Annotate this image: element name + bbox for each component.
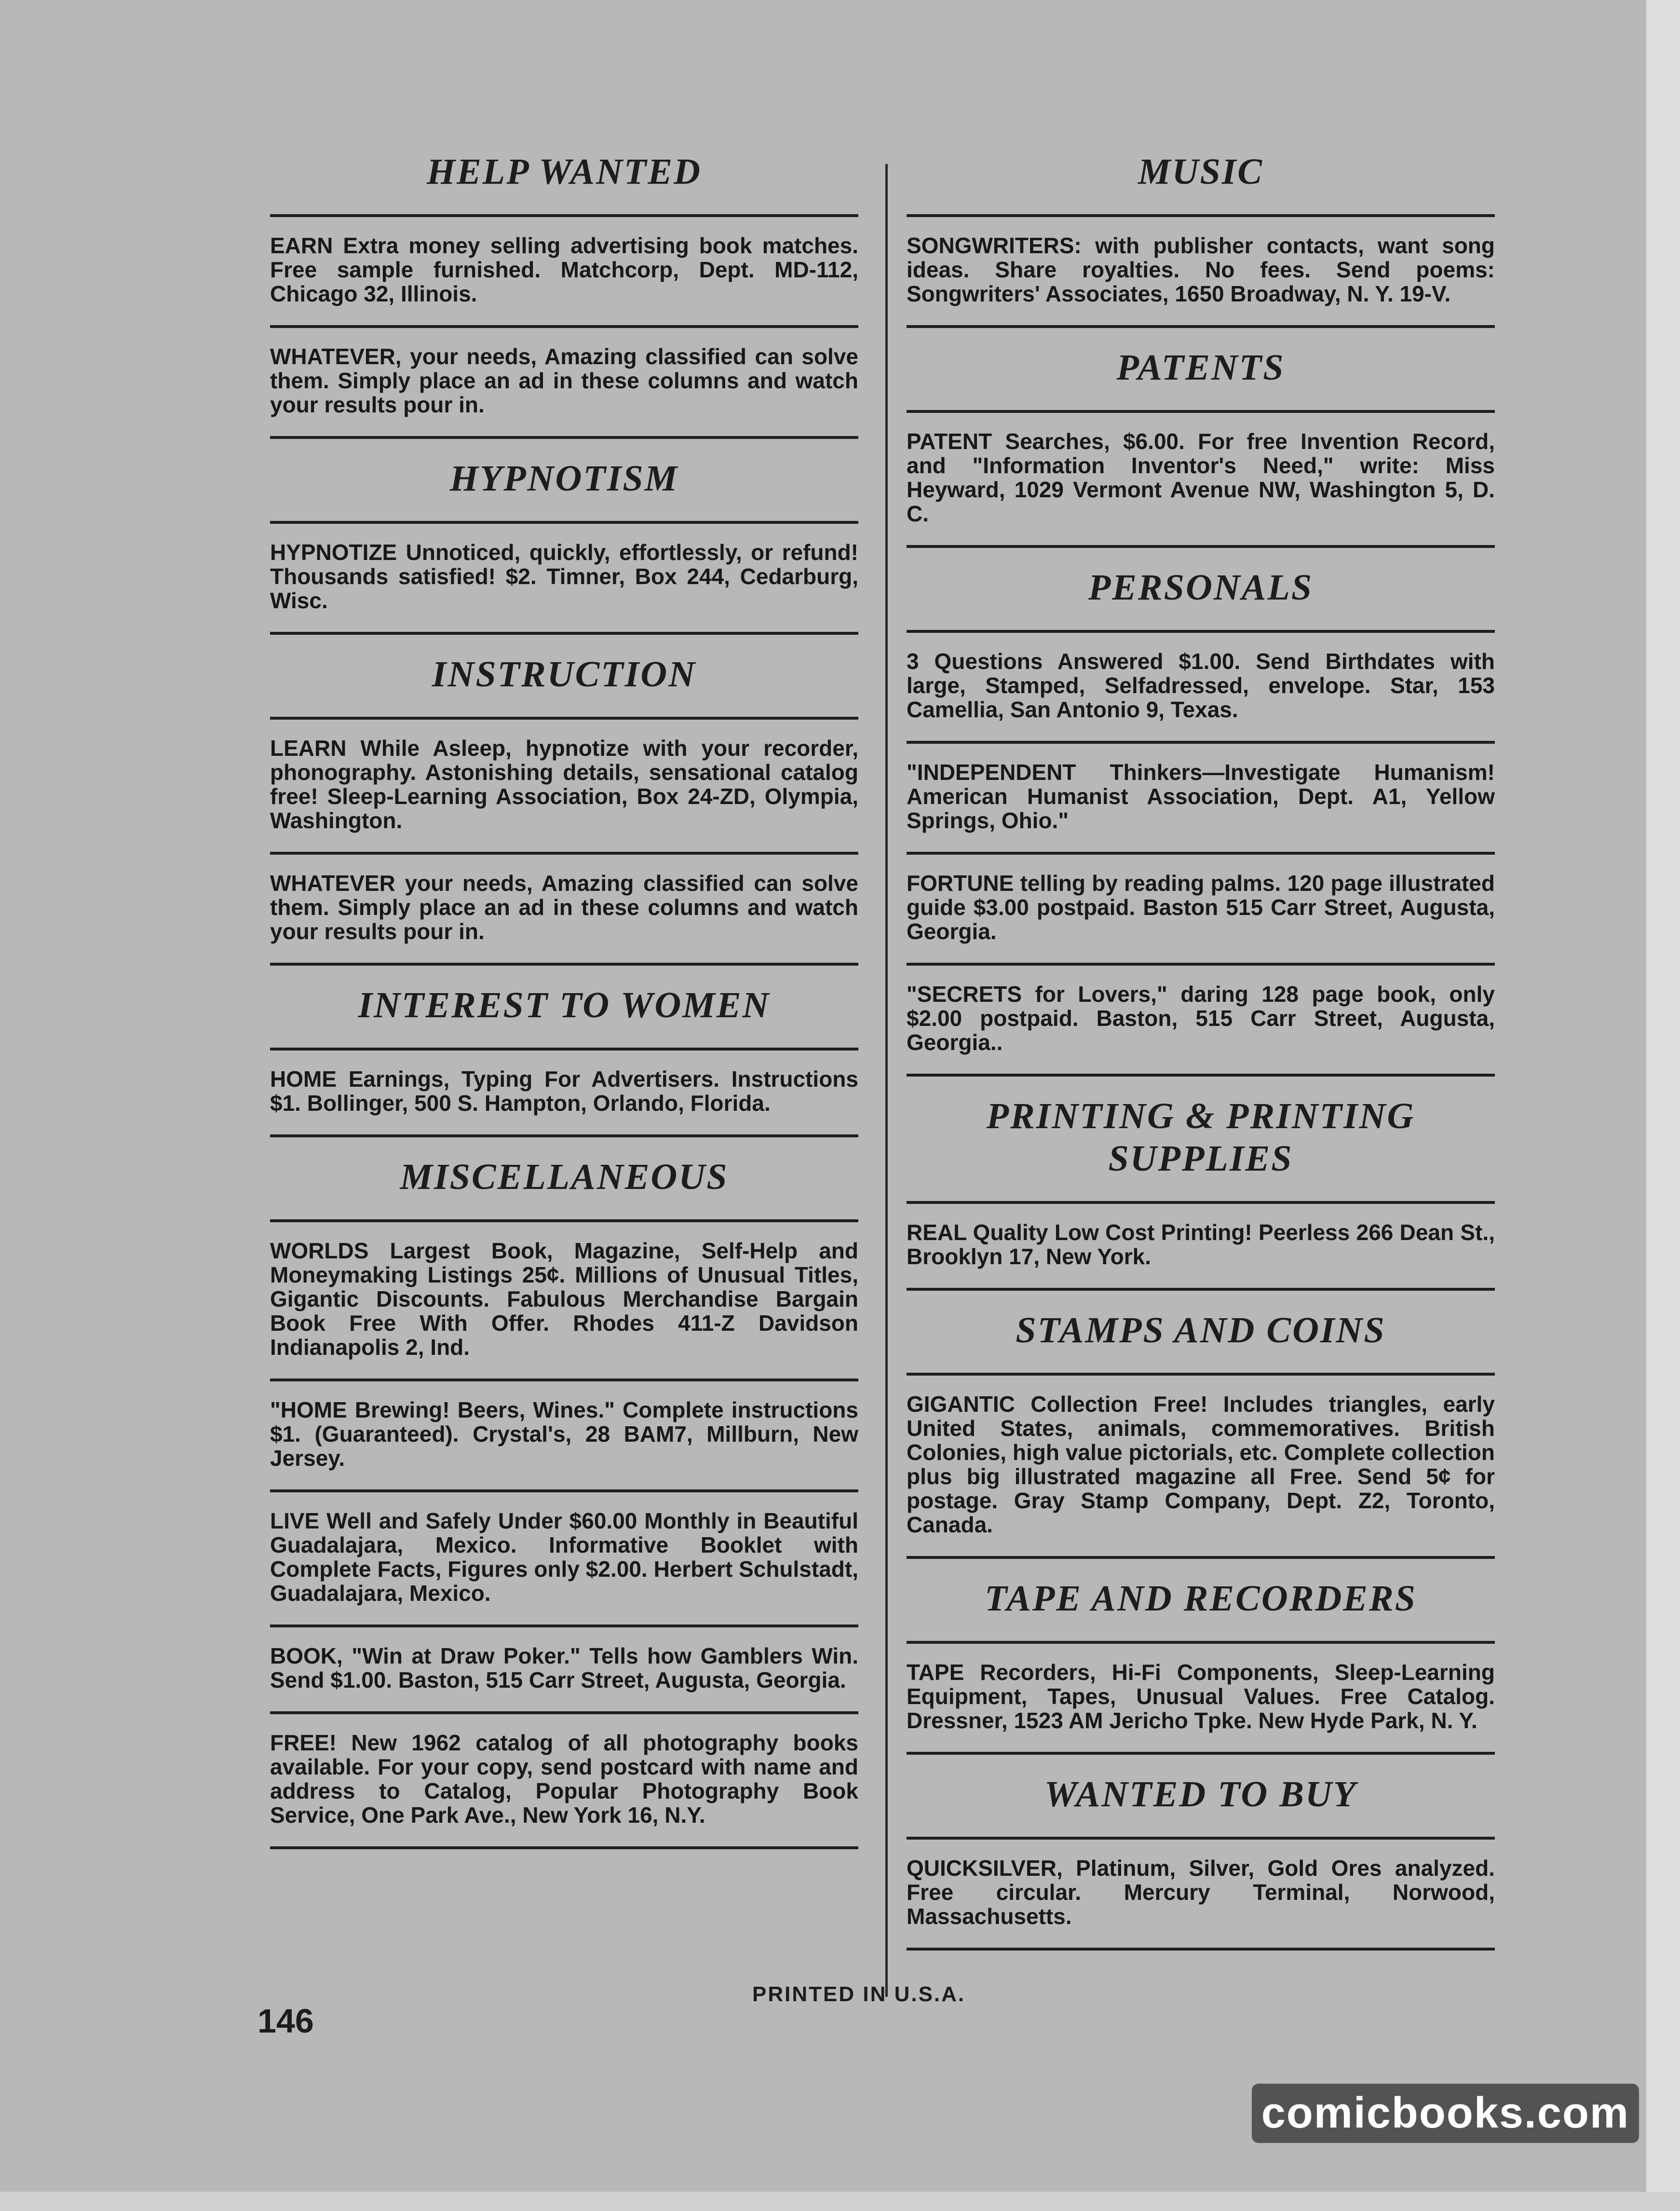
section-printing-and-printing-supplies <box>907 1077 1495 1291</box>
classified-ad: WORLDS Largest Book, Magazine, Self-Help and Moneymaking Listings 25¢. Millions of Unusual Titles, Gigantic Discounts. Fabulous Merchandise Bargain Book Free With Offer. Rhodes 411-Z Davidson Indianapolis 2, Ind. <box>270 1238 858 1360</box>
classified-ad: "HOME Brewing! Beers, Wines." Complete instructions $1. (Guaranteed). Crystal's, 28 BAM7, Millburn, New Jersey. <box>270 1397 858 1471</box>
section-heading: MUSIC <box>1138 151 1263 192</box>
classified-ad: QUICKSILVER, Platinum, Silver, Gold Ores analyzed. Free circular. Mercury Terminal, Norwood, Massachusetts. <box>907 1856 1495 1929</box>
section-heading: STAMPS AND COINS <box>1016 1310 1386 1351</box>
section-personals <box>907 548 1495 1077</box>
section-wanted-to-buy <box>907 1755 1495 1951</box>
classified-ad: WHATEVER, your needs, Amazing classified can solve them. Simply place an ad in these columns and watch your results pour in. <box>270 344 858 417</box>
section-heading: INTEREST TO WOMEN <box>358 985 771 1025</box>
section-music <box>907 135 1495 328</box>
section-heading: HYPNOTISM <box>449 458 679 499</box>
section-heading: INSTRUCTION <box>432 654 697 695</box>
classified-ad: HYPNOTIZE Unnoticed, quickly, effortlessly, or refund! Thousands satisfied! $2. Timner, Box 244, Cedarburg, Wisc. <box>270 540 858 613</box>
page-edge <box>1646 0 1680 2211</box>
section-instruction <box>270 635 858 966</box>
classified-ad: FORTUNE telling by reading palms. 120 page illustrated guide $3.00 postpaid. Baston 515 Carr Street, Augusta, Georgia. <box>907 871 1495 944</box>
site-watermark[interactable]: comicbooks.com <box>1252 2084 1639 2143</box>
section-heading: PERSONALS <box>1088 567 1314 608</box>
section-heading: PRINTING & PRINTING SUPPLIES <box>986 1096 1415 1179</box>
printed-in-notice: PRINTED IN U.S.A. <box>752 1982 966 2006</box>
section-patents <box>907 328 1495 548</box>
classified-ad: REAL Quality Low Cost Printing! Peerless 266 Dean St., Brooklyn 17, New York. <box>907 1220 1495 1269</box>
left-column <box>270 135 858 1849</box>
classified-ad: PATENT Searches, $6.00. For free Invention Record, and "Information Inventor's Need," write: Miss Heyward, 1029 Vermont Avenue NW, Washington 5, D. C. <box>907 429 1495 526</box>
classified-ad: "INDEPENDENT Thinkers—Investigate Humanism! American Humanist Association, Dept. A1, Yellow Springs, Ohio." <box>907 760 1495 833</box>
classified-ad: LEARN While Asleep, hypnotize with your recorder, phonography. Astonishing details, sensational catalog free! Sleep-Learning Association, Box 24-ZD, Olympia, Washington. <box>270 736 858 833</box>
section-miscellaneous <box>270 1137 858 1849</box>
section-heading: MISCELLANEOUS <box>400 1157 729 1197</box>
page-bottom-edge <box>0 2192 1680 2211</box>
classified-ad: LIVE Well and Safely Under $60.00 Monthly in Beautiful Guadalajara, Mexico. Informative Booklet with Complete Facts, Figures only $2.00. Herbert Schulstadt, Guadalajara, Mexico. <box>270 1508 858 1606</box>
classified-ad: WHATEVER your needs, Amazing classified can solve them. Simply place an ad in these columns and watch your results pour in. <box>270 871 858 944</box>
section-tape-and-recorders <box>907 1559 1495 1755</box>
section-heading: TAPE AND RECORDERS <box>985 1578 1417 1619</box>
classified-ad: FREE! New 1962 catalog of all photography books available. For your copy, send postcard with name and address to Catalog, Popular Photography Book Service, One Park Ave., New York 16, N.Y. <box>270 1730 858 1828</box>
classified-ad: 3 Questions Answered $1.00. Send Birthdates with large, Stamped, Selfadressed, envelope. Star, 153 Camellia, San Antonio 9, Texas. <box>907 649 1495 722</box>
section-heading: HELP WANTED <box>427 151 702 192</box>
classified-ad: HOME Earnings, Typing For Advertisers. Instructions $1. Bollinger, 500 S. Hampton, Orlando, Florida. <box>270 1066 858 1116</box>
classified-ad: SONGWRITERS: with publisher contacts, want song ideas. Share royalties. No fees. Send poems: Songwriters' Associates, 1650 Broadway, N. Y. 19-V. <box>907 233 1495 306</box>
section-heading: PATENTS <box>1116 347 1285 388</box>
classified-ad: "SECRETS for Lovers," daring 128 page book, only $2.00 postpaid. Baston, 515 Carr Street, Augusta, Georgia.. <box>907 982 1495 1055</box>
section-interest-to-women <box>270 966 858 1137</box>
classified-ad: EARN Extra money selling advertising book matches. Free sample furnished. Matchcorp, Dept. MD-112, Chicago 32, Illinois. <box>270 233 858 306</box>
right-column <box>907 135 1495 1951</box>
divider-rule <box>907 1948 1495 1951</box>
page-number: 146 <box>257 2002 314 2040</box>
section-stamps-and-coins <box>907 1291 1495 1559</box>
divider-rule <box>270 1846 858 1849</box>
section-help-wanted <box>270 135 858 439</box>
section-heading: WANTED TO BUY <box>1044 1774 1357 1815</box>
section-hypnotism <box>270 439 858 635</box>
column-divider <box>885 164 888 1997</box>
classified-ad: TAPE Recorders, Hi-Fi Components, Sleep-Learning Equipment, Tapes, Unusual Values. Free Catalog. Dressner, 1523 AM Jericho Tpke. New Hyde Park, N. Y. <box>907 1660 1495 1733</box>
classified-ad: GIGANTIC Collection Free! Includes triangles, early United States, animals, commemoratives. British Colonies, high value pictorials, etc. Complete collection plus big illustrated magazine all Free. Send 5¢ for postage. Gray Stamp Company, Dept. Z2, Toronto, Canada. <box>907 1392 1495 1537</box>
classified-ad: BOOK, "Win at Draw Poker." Tells how Gamblers Win. Send $1.00. Baston, 515 Carr Street, Augusta, Georgia. <box>270 1643 858 1692</box>
